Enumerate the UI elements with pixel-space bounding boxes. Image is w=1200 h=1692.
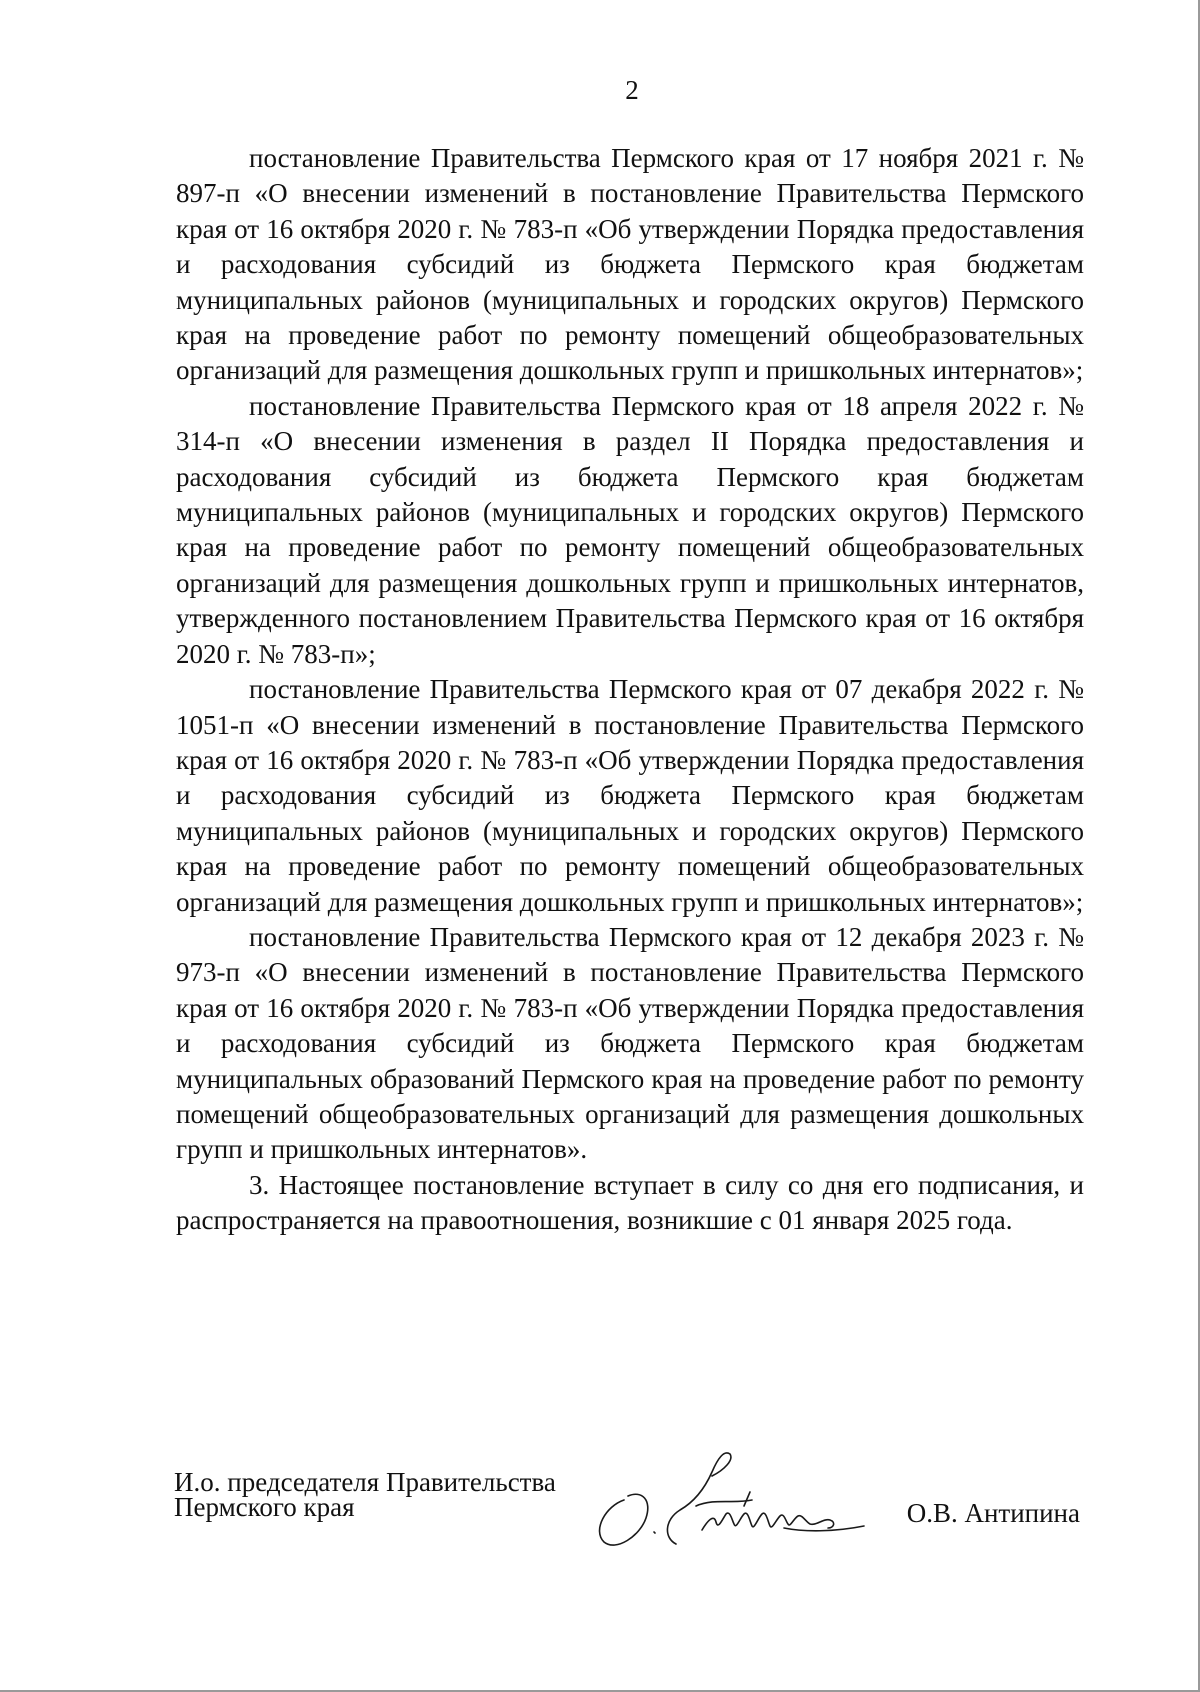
signer-title [174, 1467, 594, 1522]
signature-block [174, 1467, 1086, 1560]
page-number: 2 [625, 75, 639, 105]
signer-name: О.В. Антипина [906, 1498, 1080, 1528]
paragraph-resolution-1051: постановление Правительства Пермского края от 07 декабря 2022 г. № 1051-п «О внесении изменений в постановление Правительства Пермского края от 16 октября 2020 г. № 783-п «Об утверждении Порядка предоставления и расходования субсидий из бюджета Пермского края бюджетам муниципальных районов (муниципальных и городских округов) Пермского края на проведение работ по ремонту помещений общеобразовательных организаций для размещения дошкольных групп и пришкольных интернатов»; [176, 674, 1084, 917]
paragraph-resolution-314: постановление Правительства Пермского края от 18 апреля 2022 г. № 314-п «О внесении изменения в раздел II Порядка предоставления и расходования субсидий из бюджета Пермского края бюджетам муниципальных районов (муниципальных и городских округов) Пермского края на проведение работ по ремонту помещений общеобразовательных организаций для размещения дошкольных групп и пришкольных интернатов, утвержденного постановлением Правительства Пермского края от 16 октября 2020 г. № 783-п»; [176, 390, 1084, 669]
handwritten-signature [584, 1440, 874, 1550]
paragraph-resolution-973: постановление Правительства Пермского края от 12 декабря 2023 г. № 973-п «О внесении изменений в постановление Правительства Пермского края от 16 октября 2020 г. № 783-п «Об утверждении Порядка предоставления и расходования субсидий из бюджета Пермского края бюджетам муниципальных образований Пермского края на проведение работ по ремонту помещений общеобразовательных организаций для размещения дошкольных групп и пришкольных интернатов». [176, 921, 1084, 1165]
paragraph-effective-date: 3. Настоящее постановление вступает в силу со дня его подписания, и распространяется на правоотношения, возникшие с 01 января 2025 года. [176, 1169, 1084, 1236]
signer-title-line-2: Пермского края [174, 1492, 355, 1522]
document-body [176, 141, 1084, 1239]
signer-title-line-1: И.о. председателя Правительства [174, 1467, 556, 1497]
paragraph-resolution-897: постановление Правительства Пермского края от 17 ноября 2021 г. № 897-п «О внесении изменений в постановление Правительства Пермского края от 16 октября 2020 г. № 783-п «Об утверждении Порядка предоставления и расходования субсидий из бюджета Пермского края бюджетам муниципальных районов (муниципальных и городских округов) Пермского края на проведение работ по ремонту помещений общеобразовательных организаций для размещения дошкольных групп и пришкольных интернатов»; [176, 143, 1084, 386]
